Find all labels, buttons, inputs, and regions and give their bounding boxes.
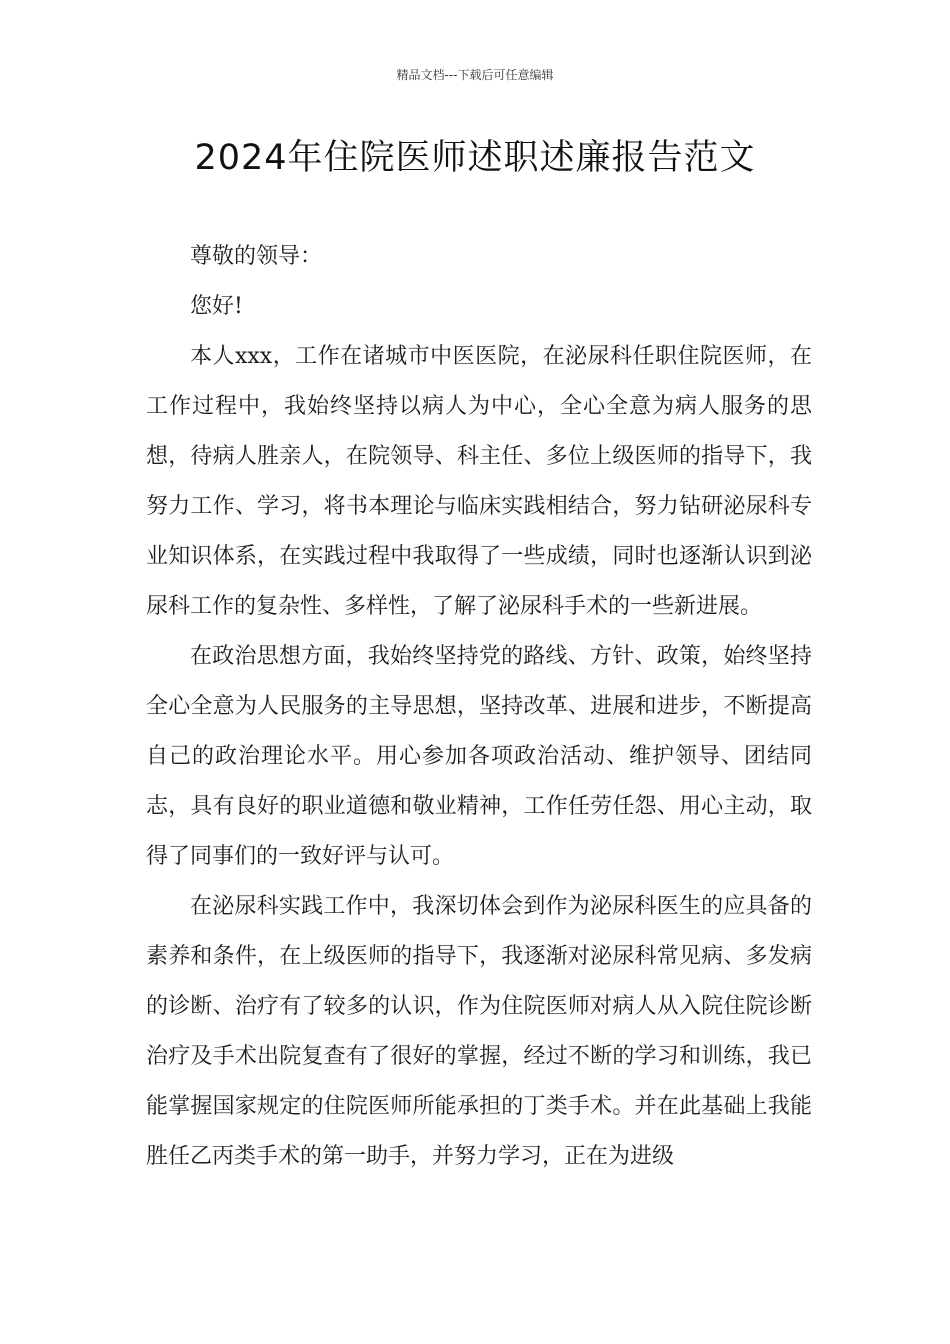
paragraph-intro: 本人xxx，工作在诸城市中医医院，在泌尿科任职住院医师，在工作过程中，我始终坚持以病人为中心，全心全意为病人服务的思想，待病人胜亲人，在院领导、科主任、多位上级医师的指导下，我努力工作、学习，将书本理论与临床实践相结合，努力钻研泌尿科专业知识体系，在实践过程中我取得了一些成绩，同时也逐渐认识到泌尿科工作的复杂性、多样性，了解了泌尿科手术的一些新进展。 — [146, 344, 812, 619]
document-title: 2024年住院医师述职述廉报告范文 — [194, 138, 756, 178]
greeting: 您好! — [190, 294, 243, 319]
document-body — [146, 232, 812, 1182]
header-note: 精品文档---下载后可任意编辑 — [396, 68, 554, 82]
paragraph-political: 在政治思想方面，我始终坚持党的路线、方针、政策，始终坚持全心全意为人民服务的主导思想，坚持改革、进展和进步，不断提高自己的政治理论水平。用心参加各项政治活动、维护领导、团结同志，具有良好的职业道德和敬业精神，工作任劳任怨、用心主动，取得了同事们的一致好评与认可。 — [146, 644, 812, 869]
salutation: 尊敬的领导： — [190, 244, 323, 269]
paragraph-practice: 在泌尿科实践工作中，我深切体会到作为泌尿科医生的应具备的素养和条件，在上级医师的指导下，我逐渐对泌尿科常见病、多发病的诊断、治疗有了较多的认识，作为住院医师对病人从入院住院诊断治疗及手术出院复查有了很好的掌握，经过不断的学习和训练，我已能掌握国家规定的住院医师所能承担的丁类手术。并在此基础上我能胜任乙丙类手术的第一助手，并努力学习，正在为进级 — [146, 894, 812, 1169]
